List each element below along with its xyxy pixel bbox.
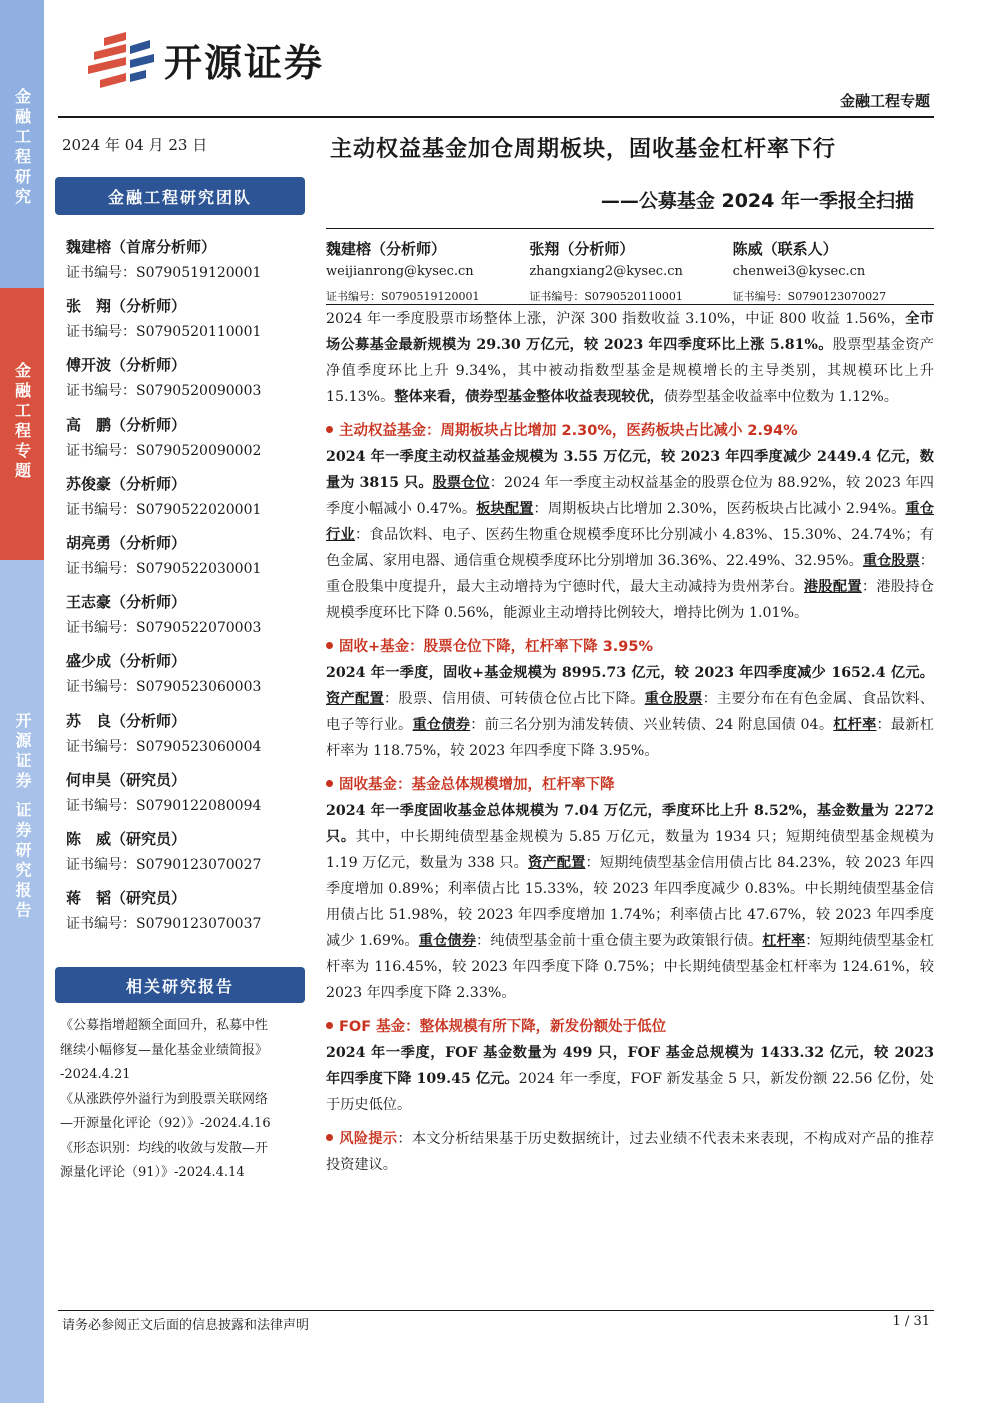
side-label-bottom-1: 开源证券 (13, 712, 32, 792)
keyword: 资产配置 (528, 855, 586, 871)
analyst-entry (66, 293, 306, 352)
side-label-mid: 金融工程专题 (12, 362, 32, 482)
analyst-name: 傅开波（分析师） (66, 356, 187, 375)
section-text: ：短期纯债型基金信用债占比 84.23%，较 2023 年四季度增加 0.89%；利率债占比 15.33%，较 2023 年四季度减少 0.83%。中长期纯债型基金信用债占比 51.98%，较 2023 年四季度增加 1.74%；利率债占比 47.67%，较 2023 年四季度减少 1.69%。 (326, 855, 934, 949)
analyst-entry (66, 234, 306, 293)
section-text: ：2024 年一季度主动权益基金的股票仓位为 88.92%，较 2023 年四季度小幅减小 0.47%。 (326, 475, 934, 517)
intro-text-3: 债券型基金收益率中位数为 1.12%。 (663, 389, 898, 405)
analyst-cert: 证书编号：S0790122080094 (66, 797, 262, 814)
side-label-bottom (11, 712, 33, 1403)
author-email[interactable]: weijianrong@kysec.cn (326, 264, 474, 279)
section-text: ：周期板块占比增加 2.30%，医药板块占比减小 2.94%。 (533, 501, 906, 517)
company-logo (86, 30, 324, 88)
footer-disclaimer: 请务必参阅正文后面的信息披露和法律声明 (62, 1318, 310, 1333)
analyst-entry (66, 471, 306, 530)
side-strip (0, 0, 44, 1403)
section-title: 主动权益基金：周期板块占比增加 2.30%，医药板块占比减小 2.94% (339, 423, 798, 439)
analyst-cert: 证书编号：S0790520090002 (66, 442, 262, 459)
report-title: 主动权益基金加仓周期板块，固收基金杠杆率下行 (330, 137, 837, 162)
section-text: ：短期纯债型基金杠杆率为 116.45%，较 2023 年四季度下降 0.75%；中长期纯债型基金杠杆率为 124.61%，较 2023 年四季度下降 2.33%。 (326, 933, 934, 1001)
analyst-entry (66, 412, 306, 471)
authors-top-divider (326, 228, 934, 229)
analyst-name: 魏建榕（首席分析师） (66, 238, 217, 256)
author-cert: 证书编号：S0790519120001 (326, 290, 480, 303)
bullet-icon (326, 426, 333, 433)
analyst-name: 张 翔（分析师） (66, 297, 187, 316)
section-text: 其中，中长期纯债型基金规模为 5.85 万亿元，数量为 1934 只；短期纯债型基金规模为 1.19 万亿元，数量为 338 只。 (326, 829, 934, 871)
section-text: ：港股持仓规模季度环比下降 0.56%，能源业主动增持比例较大，增持比例为 1.01%。 (326, 579, 934, 621)
section-paragraph-active-equity (326, 444, 934, 626)
report-date: 2024 年 04 月 23 日 (62, 136, 208, 154)
section-text: ：股票、信用债、可转债仓位占比下降。 (383, 691, 645, 707)
related-report-line[interactable]: 源量化评论（91）》-2024.4.14 (60, 1165, 245, 1180)
author-cert: 证书编号：S0790520110001 (529, 290, 683, 303)
logo-mark-icon (86, 30, 156, 88)
analyst-name: 陈 威（研究员） (66, 829, 187, 848)
intro-text-2: 股票型基金资产净值季度环比上升 9.34%，其中被动指数型基金是规模增长的主导类别，其规模环比上升 15.13%。 (326, 337, 934, 405)
risk-text: ：本文分析结果基于历史数据统计，过去业绩不代表未来表现，不构成对产品的推荐投资建议。 (326, 1131, 934, 1173)
analyst-cert: 证书编号：S0790123070037 (66, 916, 262, 933)
section-text: ：主要分布在有色金属、食品饮料、电子等行业。 (326, 691, 934, 733)
keyword: 重仓股票 (862, 553, 920, 569)
section-paragraph-fof (326, 1040, 934, 1118)
keyword: 杠杆率 (833, 717, 877, 733)
side-label-bottom-2: 证券研究报告 (13, 801, 32, 922)
related-reports-list (60, 1014, 310, 1186)
header-divider (58, 116, 934, 118)
section-heading-fixed-income-plus (326, 634, 934, 660)
author-card (529, 238, 732, 306)
author-card (733, 238, 936, 306)
keyword: 重仓股票 (644, 691, 703, 707)
analyst-entry (66, 589, 306, 648)
analyst-entry (66, 885, 306, 944)
keyword: 资产配置 (326, 691, 384, 707)
author-email[interactable]: zhangxiang2@kysec.cn (529, 264, 683, 279)
intro-bold-1: 全市场公募基金最新规模为 29.30 万亿元，较 2023 年四季度环比上涨 5.81%。 (326, 311, 934, 353)
analyst-entry (66, 826, 306, 885)
related-reports-heading: 相关研究报告 (55, 967, 305, 1003)
side-segment-bottom (0, 560, 44, 1403)
team-heading: 金融工程研究团队 (55, 177, 305, 215)
side-segment-mid (0, 288, 44, 560)
analyst-cert: 证书编号：S0790522030001 (66, 560, 262, 577)
related-report-line[interactable]: -2024.4.21 (60, 1067, 131, 1082)
section-text: ：重仓股集中度提升，最大主动增持为宁德时代，最大主动减持为贵州茅台。 (326, 553, 934, 595)
analyst-cert: 证书编号：S0790123070027 (66, 856, 262, 873)
keyword: 重仓行业 (326, 501, 934, 543)
section-text: ：食品饮料、电子、医药生物重仓规模季度环比分别减小 4.83%、15.30%、24.74%；有色金属、家用电器、通信重仓规模季度环比分别增加 36.36%、22.49%、32.95%。 (326, 527, 934, 569)
logo-text: 开源证券 (164, 40, 325, 85)
page-number: 1 / 31 (892, 1314, 930, 1329)
risk-paragraph (326, 1126, 934, 1178)
section-title: FOF 基金：整体规模有所下降，新发份额处于低位 (339, 1019, 667, 1035)
analyst-cert: 证书编号：S0790522020001 (66, 501, 262, 518)
bullet-icon (326, 1022, 333, 1029)
report-subtitle: ——公募基金 2024 年一季报全扫描 (600, 190, 914, 212)
analyst-name: 高 鹏（分析师） (66, 415, 187, 434)
author-name: 张翔（分析师） (529, 240, 635, 258)
related-report-line[interactable]: 《形态识别：均线的收敛与发散—开 (60, 1140, 269, 1156)
bullet-icon (326, 642, 333, 649)
keyword: 股票仓位 (432, 475, 490, 491)
section-lead: 2024 年一季度，FOF 基金数量为 499 只，FOF 基金总规模为 1433.32 亿元，较 2023 年四季度下降 109.45 亿元。 (326, 1045, 934, 1087)
analyst-entry (66, 530, 306, 589)
analyst-name: 蒋 韬（研究员） (66, 889, 187, 908)
section-paragraph-fixed-income-plus (326, 660, 934, 764)
analyst-name: 王志豪（分析师） (66, 593, 187, 612)
analyst-cert: 证书编号：S0790520110001 (66, 324, 262, 341)
related-report-line[interactable]: —开源量化评论（92）》-2024.4.16 (60, 1116, 271, 1131)
section-title: 固收+基金：股票仓位下降，杠杆率下降 3.95% (339, 639, 653, 655)
report-type: 金融工程专题 (839, 92, 930, 110)
author-email[interactable]: chenwei3@kysec.cn (732, 264, 866, 279)
section-lead: 2024 年一季度，固收+基金规模为 8995.73 亿元，较 2023 年四季度减少 1652.4 亿元。 (326, 665, 934, 681)
section-lead: 2024 年一季度主动权益基金规模为 3.55 万亿元，较 2023 年四季度减少 2449.4 亿元，数量为 3815 只。 (326, 449, 934, 491)
report-summary (326, 306, 934, 1178)
section-text: ：前三名分别为浦发转债、兴业转债、24 附息国债 04。 (470, 717, 834, 733)
section-text: ：最新杠杆率为 118.75%，较 2023 年四季度下降 3.95%。 (326, 717, 934, 759)
intro-paragraph (326, 306, 934, 410)
author-card (326, 238, 529, 306)
section-paragraph-fixed-income (326, 798, 934, 1006)
risk-label: 风险提示 (339, 1131, 398, 1147)
analyst-cert: 证书编号：S0790519120001 (66, 265, 262, 281)
analyst-entry (66, 708, 306, 767)
analyst-entry (66, 648, 306, 707)
keyword: 港股配置 (803, 579, 862, 595)
intro-bold-2: 整体来看，债券型基金整体收益表现较优， (394, 389, 664, 405)
section-heading-active-equity (326, 418, 934, 444)
analyst-name: 胡亮勇（分析师） (66, 533, 187, 552)
keyword: 重仓债券 (418, 933, 477, 949)
analyst-cert: 证书编号：S0790523060004 (66, 738, 262, 755)
keyword: 杠杆率 (762, 933, 806, 949)
keyword: 重仓债券 (412, 717, 471, 733)
related-report-line[interactable]: 继续小幅修复—量化基金业绩简报》 (60, 1042, 269, 1058)
author-cert: 证书编号：S0790123070027 (732, 290, 887, 303)
analyst-name: 盛少成（分析师） (66, 652, 187, 671)
analyst-entry (66, 352, 306, 411)
author-name: 陈威（联系人） (732, 240, 838, 258)
authors-block (326, 238, 936, 306)
analyst-name: 苏俊豪（分析师） (66, 474, 187, 493)
analyst-list (66, 234, 306, 944)
side-label-top: 金融工程研究 (12, 88, 32, 208)
related-report-line[interactable]: 《从涨跌停外溢行为到股票关联网络 (60, 1091, 269, 1107)
section-lead: 2024 年一季度固收基金总体规模为 7.04 万亿元，季度环比上升 8.52%，基金数量为 2272 只。 (326, 803, 934, 845)
section-heading-fof (326, 1014, 934, 1040)
author-name: 魏建榕（分析师） (326, 240, 447, 258)
related-report-line[interactable]: 《公募指增超额全面回升，私募中性 (60, 1018, 269, 1033)
analyst-entry (66, 767, 306, 826)
analyst-cert: 证书编号：S0790520090003 (66, 383, 262, 400)
analyst-name: 何申昊（研究员） (66, 770, 187, 789)
keyword: 板块配置 (476, 501, 534, 517)
section-heading-fixed-income (326, 772, 934, 798)
authors-bottom-divider (326, 304, 934, 305)
section-text: ：纯债型基金前十重仓债主要为政策银行债。 (476, 933, 763, 949)
analyst-cert: 证书编号：S0790522070003 (66, 620, 262, 637)
side-segment-top (0, 0, 44, 288)
intro-text-1: 2024 年一季度股票市场整体上涨，沪深 300 指数收益 3.10%，中证 800 收益 1.56%， (326, 311, 906, 327)
section-text: 2024 年一季度，FOF 新发基金 5 只，新发份额 22.56 亿份，处于历史低位。 (326, 1071, 934, 1113)
analyst-name: 苏 良（分析师） (66, 711, 187, 730)
bullet-icon (326, 780, 333, 787)
section-title: 固收基金：基金总体规模增加，杠杆率下降 (339, 777, 615, 793)
analyst-cert: 证书编号：S0790523060003 (66, 679, 262, 696)
bullet-icon (326, 1134, 333, 1141)
footer-divider (58, 1310, 934, 1311)
